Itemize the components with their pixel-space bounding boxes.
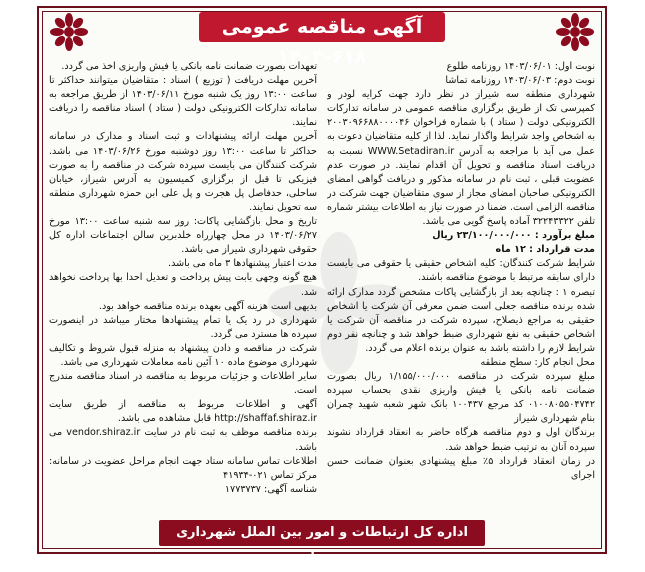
paragraph: مبلغ برآورد : ۲۳/۱۰۰/۰۰۰/۰۰۰ ریال: [432, 230, 595, 242]
left-text-column: [49, 60, 317, 515]
paragraph: مدت اعتبار پیشنهادها ۳ ماه می باشد.: [168, 258, 317, 270]
paragraph: مبلغ سپرده شرکت در مناقصه ۱/۱۵۵/۰۰۰/۰۰۰ ریال بصورت ضمانت نامه بانکی یا فیش واریزی نقدی بحساب سپرده ۰۱۰۰۸۰۵۵۰۴۷۴۲ کد مرجع ۱۰۰۴۳۷ بانک شهر شعبه شهید چمران بنام شهرداری شیراز: [327, 371, 595, 425]
paragraph: شهرداری در رد یک یا تمام پیشنهادها مختار میباشد در اینصورت سپرده ها مسترد می گردد.: [49, 314, 317, 340]
paragraph: آگهی و اطلاعات مربوط به مناقصه از طریق سایت http://shaffaf.shiraz.ir قابل مشاهده می باشد.: [49, 399, 317, 425]
right-text-column: [327, 60, 595, 515]
paragraph: شناسه آگهی: ۱۷۷۳۷۳۷: [224, 483, 317, 495]
footer-banner: اداره کل ارتباطات و امور بین الملل شهرداری شیراز: [159, 520, 485, 546]
paragraph: نوبت دوم: ۱۴۰۳/۰۶/۰۳ روزنامه تماشا: [445, 75, 595, 87]
tender-notice-frame: [37, 6, 607, 566]
paragraph: هیچ گونه وجهی بابت پیش پرداخت و تعدیل احدا بها پرداخت نخواهد شد.: [49, 272, 317, 298]
paragraph: تبصره ۱ : چنانچه بعد از بازگشایی پاکات مشخص گردد مدارک ارائه شده برنده مناقصه جعلی است ضمن معرفی آن شرکت یا اشخاص حقیقی به مراجع ذیصلاح، سپرده شرکت در مناقصه آن شرکت یا اشخاص حقیقی به نفع شهرداری ضبط خواهد شد و چنانچه نفر دوم شرایط لازم را داشته باشد به عنوان برنده اعلام می گردد.: [327, 286, 595, 354]
paragraph: بدیهی است هزینه آگهی بعهده برنده مناقصه خواهد بود.: [98, 300, 317, 312]
paragraph: اطلاعات تماس سامانه ستاد جهت انجام مراحل عضویت در سامانه: مرکز تماس ۰۲۱-۴۱۹۳۴: [49, 455, 317, 481]
paragraph: محل انجام کار: سطح منطقه: [480, 356, 595, 368]
paragraph: شهرداری منطقه سه شیراز در نظر دارد جهت کرایه لودر و کمپرسی تک از طریق برگزاری مناقصه عمومی در سامانه تدارکات الکترونیکی دولت ( ستاد ) با شماره فراخوان ۲۰۰۳۰۹۶۶۸۸۰۰۰۰۴۶ به اشخاص واجد شرایط واگذار نماید. لذا از کلیه متقاضیان دعوت به عمل می آید با مراجعه به آدرس WWW.Setadiran.ir نسبت به دریافت اسناد مناقصه و تحویل آن اقدام نمایند. در صورت عدم عضویت قبلی ، ثبت نام در سامانه مذکور و دریافت گواهی امضای الکترونیکی صاحبان امضای مجاز از سوی متقاضیان جهت شرکت در مناقصه الزامی است. ضمنا در صورت نیاز به اطلاعات بیشتر شماره تلفن ۳۲۲۴۳۳۲۲ آماده پاسخ گویی می باشد.: [327, 89, 595, 228]
paragraph: تاریخ و محل بازگشایی پاکات: روز سه شنبه ساعت ۱۳:۰۰ مورخ ۱۴۰۳/۰۶/۲۷ در محل چهارراه خلدبرین سالن اجتماعات اداره کل حقوقی شهرداری شیراز می باشد.: [49, 216, 317, 256]
paragraph: آخرین مهلت ارائه پیشنهادات و ثبت اسناد و مدارک در سامانه حداکثر تا ساعت ۱۳:۰۰ روز دوشنبه مورخ ۱۴۰۳/۰۶/۲۶ می باشد. شرکت کنندگان می بایست سپرده شرکت در مناقصه را به صورت فیزیکی تا قبل از برگزاری کمیسیون به آدرس شیراز، خیابان ساحلی، حدفاصل پل هجرت و پل علی ابن حمزه شهرداری منطقه سه تحویل نمایند.: [49, 131, 317, 213]
paragraph: تعهدات بصورت ضمانت نامه بانکی یا فیش واریزی اخذ می گردد.: [61, 61, 317, 72]
paragraph: شرکت در مناقصه و دادن پیشنهاد به منزله قبول شروط و تکالیف شهرداری موضوع ماده ۱۰ آئین نامه معاملات شهرداری می باشد.: [49, 342, 317, 368]
paragraph: نوبت اول: ۱۴۰۳/۰۶/۰۱ روزنامه طلوع: [446, 61, 595, 72]
paragraph: شرایط شرکت کنندگان: کلیه اشخاص حقیقی یا حقوقی می بایست دارای سابقه مرتبط با موضوع مناقصه باشند.: [327, 258, 595, 284]
shiraz-municipality-logo-icon: [49, 12, 89, 52]
paragraph: برندگان اول و دوم مناقصه هرگاه حاضر به انعقاد قرارداد نشوند سپرده آنان به ترتیب ضبط خواهد شد.: [327, 427, 595, 453]
paragraph: سایر اطلاعات و جزئیات مربوط به مناقصه در اسناد مناقصه مندرج است.: [49, 371, 317, 397]
shiraz-municipality-logo-icon: [555, 12, 595, 52]
paragraph: آخرین مهلت دریافت ( توزیع ) اسناد : متقاضیان میتوانند حداکثر تا ساعت ۱۳:۰۰ روز یک شنبه مورخ ۱۴۰۳/۰۶/۱۱ از طریق مراجعه به سامانه تدارکات الکترونیکی دولت ( ستاد ) اسناد مناقصه را دریافت نمایند.: [49, 75, 317, 129]
paragraph: در زمان انعقاد قرارداد ۵٪ مبلغ پیشنهادی بعنوان ضمانت حسن اجرای: [327, 455, 595, 481]
paragraph: مدت قرارداد : ۱۲ ماه: [495, 244, 595, 256]
notice-title: آگهی مناقصه عمومی ۶۱۸-۱۴۰۳: [199, 12, 445, 42]
paragraph: برنده مناقصه موظف به ثبت نام در سایت vendor.shiraz.ir می باشد.: [49, 427, 317, 453]
